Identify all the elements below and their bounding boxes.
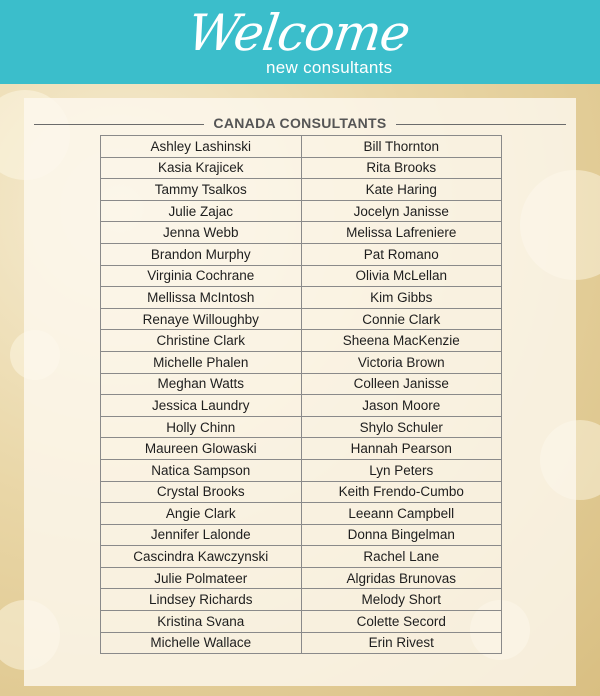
table-row (101, 157, 502, 179)
table-row (101, 136, 502, 158)
consultant-name: Donna Bingelman (301, 524, 502, 546)
consultant-name: Connie Clark (301, 308, 502, 330)
table-row (101, 222, 502, 244)
consultant-name: Rachel Lane (301, 546, 502, 568)
consultant-name: Erin Rivest (301, 632, 502, 654)
consultant-name: Kate Haring (301, 179, 502, 201)
table-row (101, 287, 502, 309)
table-row (101, 243, 502, 265)
table-row (101, 546, 502, 568)
section-title: CANADA CONSULTANTS (213, 115, 387, 131)
consultant-name: Mellissa McIntosh (101, 287, 302, 309)
welcome-heading: Welcome (183, 4, 414, 62)
consultant-name: Kristina Svana (101, 611, 302, 633)
table-row (101, 589, 502, 611)
welcome-subtitle: new consultants (266, 58, 393, 77)
consultant-name: Jenna Webb (101, 222, 302, 244)
consultant-name: Sheena MacKenzie (301, 330, 502, 352)
consultant-name: Jocelyn Janisse (301, 200, 502, 222)
table-row (101, 308, 502, 330)
consultant-name: Lyn Peters (301, 459, 502, 481)
table-row (101, 395, 502, 417)
header-banner (0, 0, 600, 84)
consultant-name: Colette Secord (301, 611, 502, 633)
table-row (101, 438, 502, 460)
consultant-name: Meghan Watts (101, 373, 302, 395)
table-row (101, 416, 502, 438)
table-row (101, 481, 502, 503)
table-row (101, 179, 502, 201)
consultant-name: Christine Clark (101, 330, 302, 352)
consultant-name: Melissa Lafreniere (301, 222, 502, 244)
consultant-name: Victoria Brown (301, 351, 502, 373)
table-row (101, 503, 502, 525)
consultant-name: Leeann Campbell (301, 503, 502, 525)
consultant-name: Bill Thornton (301, 136, 502, 158)
table-row (101, 265, 502, 287)
table-row (101, 611, 502, 633)
consultant-name: Ashley Lashinski (101, 136, 302, 158)
table-row (101, 459, 502, 481)
consultant-name: Holly Chinn (101, 416, 302, 438)
divider-left (34, 124, 204, 125)
consultant-name: Keith Frendo-Cumbo (301, 481, 502, 503)
consultant-name: Lindsey Richards (101, 589, 302, 611)
consultant-name: Tammy Tsalkos (101, 179, 302, 201)
consultant-name: Jennifer Lalonde (101, 524, 302, 546)
consultant-name: Hannah Pearson (301, 438, 502, 460)
table-row (101, 351, 502, 373)
consultant-name: Kasia Krajicek (101, 157, 302, 179)
consultant-name: Colleen Janisse (301, 373, 502, 395)
consultant-name: Jason Moore (301, 395, 502, 417)
consultant-name: Rita Brooks (301, 157, 502, 179)
consultant-name: Shylo Schuler (301, 416, 502, 438)
consultants-table (100, 135, 502, 654)
table-row (101, 330, 502, 352)
consultant-name: Natica Sampson (101, 459, 302, 481)
consultant-name: Crystal Brooks (101, 481, 302, 503)
consultant-name: Cascindra Kawczynski (101, 546, 302, 568)
consultant-name: Kim Gibbs (301, 287, 502, 309)
consultant-name: Angie Clark (101, 503, 302, 525)
consultant-name: Renaye Willoughby (101, 308, 302, 330)
consultant-name: Melody Short (301, 589, 502, 611)
consultant-name: Michelle Phalen (101, 351, 302, 373)
table-row (101, 567, 502, 589)
consultant-name: Pat Romano (301, 243, 502, 265)
table-row (101, 632, 502, 654)
consultant-name: Maureen Glowaski (101, 438, 302, 460)
consultant-name: Jessica Laundry (101, 395, 302, 417)
table-row (101, 200, 502, 222)
section-header (34, 115, 566, 135)
divider-right (396, 124, 566, 125)
table-row (101, 373, 502, 395)
welcome-logo (170, 2, 420, 82)
consultant-name: Michelle Wallace (101, 632, 302, 654)
consultant-name: Julie Polmateer (101, 567, 302, 589)
table-row (101, 524, 502, 546)
consultant-name: Algridas Brunovas (301, 567, 502, 589)
consultant-name: Brandon Murphy (101, 243, 302, 265)
consultant-name: Virginia Cochrane (101, 265, 302, 287)
consultant-name: Julie Zajac (101, 200, 302, 222)
consultant-name: Olivia McLellan (301, 265, 502, 287)
